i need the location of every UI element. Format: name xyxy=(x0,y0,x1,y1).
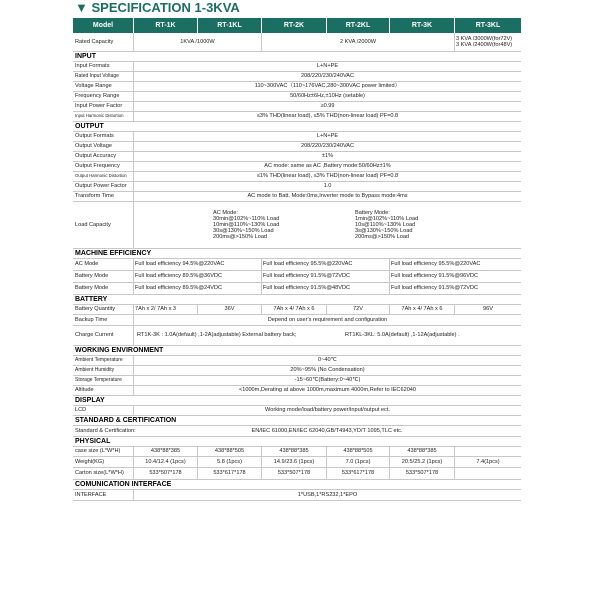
row-value: 1.0 xyxy=(133,182,521,191)
table-row xyxy=(73,182,521,192)
eff-2k: Full load efficiency 91.5%@48VDC xyxy=(261,283,389,294)
rated-value: 1KVA /1000W xyxy=(133,33,261,51)
section-title: DISPLAY xyxy=(75,396,105,404)
weight-cell: 5.8 (1pcs) xyxy=(197,457,261,467)
row-label: Rated Input Voltage xyxy=(75,72,119,79)
row-label: Output Formats xyxy=(75,133,114,140)
row-label: Standard & Certification: xyxy=(75,427,136,434)
carton-cell: 533*507*178 xyxy=(389,468,454,479)
row-value: ≤1% THD(linear load), ≤3% THD(non-linear load) PF=0.8 xyxy=(133,172,521,181)
eff-3k: Full load efficiency 95.5%@220VAC xyxy=(389,259,521,270)
carton-cell: 533*617*178 xyxy=(197,468,261,479)
row-label: Load Capacity xyxy=(75,221,111,228)
row-value: EN/IEC 61000,EN/IEC 62040,GB/T4943,YD/T 1095,TLC etc. xyxy=(251,427,403,434)
table-row xyxy=(73,172,521,182)
row-label: case size (L*W*H) xyxy=(75,448,121,455)
row-value: ±1% xyxy=(133,152,521,161)
row-label: Carton size(L*W*H) xyxy=(75,470,124,477)
weight-cell: 20.5/25.2 (1pcs) xyxy=(389,457,454,467)
weight-cell: 7.0 (1pcs) xyxy=(326,457,389,467)
spec-table xyxy=(73,18,521,501)
weight-cell: 7.4(1pcs) xyxy=(454,457,521,467)
table-row xyxy=(73,82,521,92)
header-row xyxy=(73,18,521,33)
carton-size-row xyxy=(73,468,521,480)
section-title: OUTPUT xyxy=(75,122,104,130)
row-label: Output Harmonic Distortion xyxy=(75,173,127,179)
row-value: 208/220/230/240VAC xyxy=(133,72,521,81)
row-value: 1*USB,1*RS232,1*EPO xyxy=(133,490,521,500)
row-label: Output Accuracy xyxy=(75,153,117,160)
case-cell: 438*88*505 xyxy=(197,447,261,456)
qty-cell: 7Ah x 4/ 7Ah x 6 xyxy=(261,305,326,314)
row-label: LCD xyxy=(75,407,87,414)
eff-3k: Full load efficiency 91.5%@96VDC xyxy=(389,271,521,282)
section-title: COMUNICATION INTERFACE xyxy=(75,480,172,488)
table-row xyxy=(73,72,521,82)
section-title: BATTERY xyxy=(75,295,108,303)
rated-capacity-row xyxy=(73,33,521,52)
row-value: Depend on user's requirement and configuration xyxy=(133,315,521,325)
weight-cell: 10.4/12.4 (1pcs) xyxy=(133,457,197,467)
rated-3k-48v: 3 KVA /2400W(for48V) xyxy=(456,42,513,48)
row-value: L+N+PE xyxy=(133,132,521,141)
eff-2k: Full load efficiency 91.5%@72VDC xyxy=(261,271,389,282)
section-title: STANDARD & CERTIFICATION xyxy=(75,416,177,424)
row-value: 208/220/230/240VAC xyxy=(133,142,521,151)
page-title: ▼ SPECIFICATION 1-3KVA xyxy=(75,0,240,15)
eff-1k: Full load efficiency 89.5%@24VDC xyxy=(133,283,261,294)
table-row xyxy=(73,366,521,376)
row-label: Battery Mode xyxy=(75,285,109,292)
qty-cell: 7Ah x 4/ 7Ah x 6 xyxy=(389,305,454,314)
header-col: RT-1K xyxy=(133,18,197,33)
rated-value: 2 KVA /2000W xyxy=(261,33,454,51)
table-row xyxy=(73,259,521,271)
section-title: INPUT xyxy=(75,52,96,60)
table-row xyxy=(73,271,521,283)
section-environment xyxy=(73,346,521,356)
row-value: AC mode: same as AC ,Battery mode:50/60Hz±1% xyxy=(133,162,521,171)
row-label: Transform Time xyxy=(75,193,114,200)
row-label: Ambient Temperature xyxy=(75,356,123,363)
row-label: INTERFACE xyxy=(75,491,107,498)
row-label: Battery Mode xyxy=(75,273,109,280)
row-label: Output Voltage xyxy=(75,143,113,150)
row-value: 0~40℃ xyxy=(133,356,521,365)
table-row xyxy=(73,315,521,326)
case-cell: 438*88*385 xyxy=(261,447,326,456)
header-col: RT-1KL xyxy=(197,18,261,33)
case-size-row xyxy=(73,447,521,457)
row-value: <1000m,Derating at above 1000m,maximum 4000m,Refer to IEC62040 xyxy=(133,386,521,395)
charge-rt1k: RT1K-3K : 1.0A(default) ,1-2A(adjustable) External battery back; xyxy=(133,326,343,345)
section-title: MACHINE EFFICIENCY xyxy=(75,249,152,257)
case-cell: 438*88*385 xyxy=(389,447,454,456)
header-col: RT-2K xyxy=(261,18,326,33)
header-col: RT-3KL xyxy=(454,18,521,33)
section-title: PHYSICAL xyxy=(75,437,111,445)
row-value: 20%~95% (No Condensation) xyxy=(133,366,521,375)
row-label: Rated Capacity xyxy=(75,38,114,45)
table-row xyxy=(73,152,521,162)
qty-cell: 72V xyxy=(326,305,389,314)
table-row xyxy=(73,142,521,152)
row-label: Battery Quantity xyxy=(75,306,116,313)
table-row xyxy=(73,426,521,437)
load-battery-mode: Battery Mode: 1min@102%~110% Load 10s@110%~130% Load 3s@130%~150% Load 200ms@>150% Load xyxy=(355,209,419,241)
table-row xyxy=(73,376,521,386)
section-input xyxy=(73,52,521,62)
row-label: Input Harmonic Distortion xyxy=(75,113,124,119)
section-standard xyxy=(73,416,521,426)
section-output xyxy=(73,122,521,132)
row-value: Working mode/load/battery power/input/output ect. xyxy=(133,406,521,415)
section-display xyxy=(73,396,521,406)
row-label: Storage Temperature xyxy=(75,376,122,383)
table-row xyxy=(73,62,521,72)
section-title: WORKING ENVIRONMENT xyxy=(75,346,164,354)
row-label: Input Formats xyxy=(75,63,110,70)
row-value: 50/60Hz±6Hz,±10Hz (setable) xyxy=(133,92,521,101)
table-row xyxy=(73,112,521,122)
table-row xyxy=(73,162,521,172)
eff-1k: Full load efficiency 94.5%@220VAC xyxy=(133,259,261,270)
qty-cell: 7Ah x 2/ 7Ah x 3 xyxy=(133,305,197,314)
case-cell: 438*88*505 xyxy=(326,447,389,456)
row-value: L+N+PE xyxy=(133,62,521,71)
row-value: -15~60℃(Battery:0~40℃) xyxy=(133,376,521,385)
load-ac-mode: AC Mode: 30min@102%~110% Load 10min@110%~130% Load 30s@130%~150% Load 200ms@>150% Load xyxy=(213,209,280,241)
row-value: AC mode to Batt. Mode:0ms,Inverter mode to Bypass mode:4ms xyxy=(133,192,521,201)
table-row xyxy=(73,406,521,416)
rated-value-3k xyxy=(454,33,521,51)
carton-cell: 533*507*178 xyxy=(261,468,326,479)
table-row xyxy=(73,132,521,142)
section-battery xyxy=(73,295,521,305)
charge-current-row xyxy=(73,326,521,346)
section-efficiency xyxy=(73,249,521,259)
table-row xyxy=(73,92,521,102)
row-value: ≤3% THD(linear load), ≤5% THD(non-linear load) PF=0.8 xyxy=(133,112,521,121)
section-physical xyxy=(73,437,521,447)
eff-1k: Full load efficiency 89.5%@36VDC xyxy=(133,271,261,282)
case-cell: 438*88*385 xyxy=(133,447,197,456)
eff-3k: Full load efficiency 91.5%@72VDC xyxy=(389,283,521,294)
row-label: Frequency Range xyxy=(75,93,120,100)
header-col: RT-2KL xyxy=(326,18,389,33)
row-value: ≥0.99 xyxy=(133,102,521,111)
row-label: Ambient Humidity xyxy=(75,366,115,373)
table-row xyxy=(73,356,521,366)
table-row xyxy=(73,490,521,501)
eff-2k: Full load efficiency 95.5%@220VAC xyxy=(261,259,389,270)
row-label: Voltage Range xyxy=(75,83,112,90)
table-row xyxy=(73,192,521,202)
row-label: Charge Current xyxy=(75,332,114,339)
row-label: Backup Time xyxy=(75,316,108,323)
table-row xyxy=(73,283,521,295)
charge-rt1kl: RT1KL-3KL: 5.0A(default) ,1-12A(adjustable) . xyxy=(345,332,460,339)
row-label: Output Power Factor xyxy=(75,183,127,190)
qty-cell: 96V xyxy=(454,305,521,314)
carton-cell: 533*507*178 xyxy=(133,468,197,479)
header-model: Model xyxy=(92,21,114,29)
row-value: 110~300VAC（110~176VAC,280~300VAC power limited） xyxy=(133,82,521,91)
rated-3k-72v: 3 KVA /3000W(for72V) xyxy=(456,35,513,42)
weight-row xyxy=(73,457,521,468)
load-capacity-row xyxy=(73,202,521,249)
qty-cell: 36V xyxy=(197,305,261,314)
section-communication xyxy=(73,480,521,490)
row-label: Altitude xyxy=(75,387,94,394)
table-row xyxy=(73,386,521,396)
header-col: RT-3K xyxy=(389,18,454,33)
row-label: Output Frequency xyxy=(75,163,120,170)
table-row xyxy=(73,102,521,112)
battery-quantity-row xyxy=(73,305,521,315)
row-label: AC Mode xyxy=(75,261,99,268)
weight-cell: 14.9/23.6 (1pcs) xyxy=(261,457,326,467)
row-label: Weight(KG) xyxy=(75,458,105,465)
row-label: Input Power Factor xyxy=(75,103,123,110)
carton-cell: 533*617*178 xyxy=(326,468,389,479)
